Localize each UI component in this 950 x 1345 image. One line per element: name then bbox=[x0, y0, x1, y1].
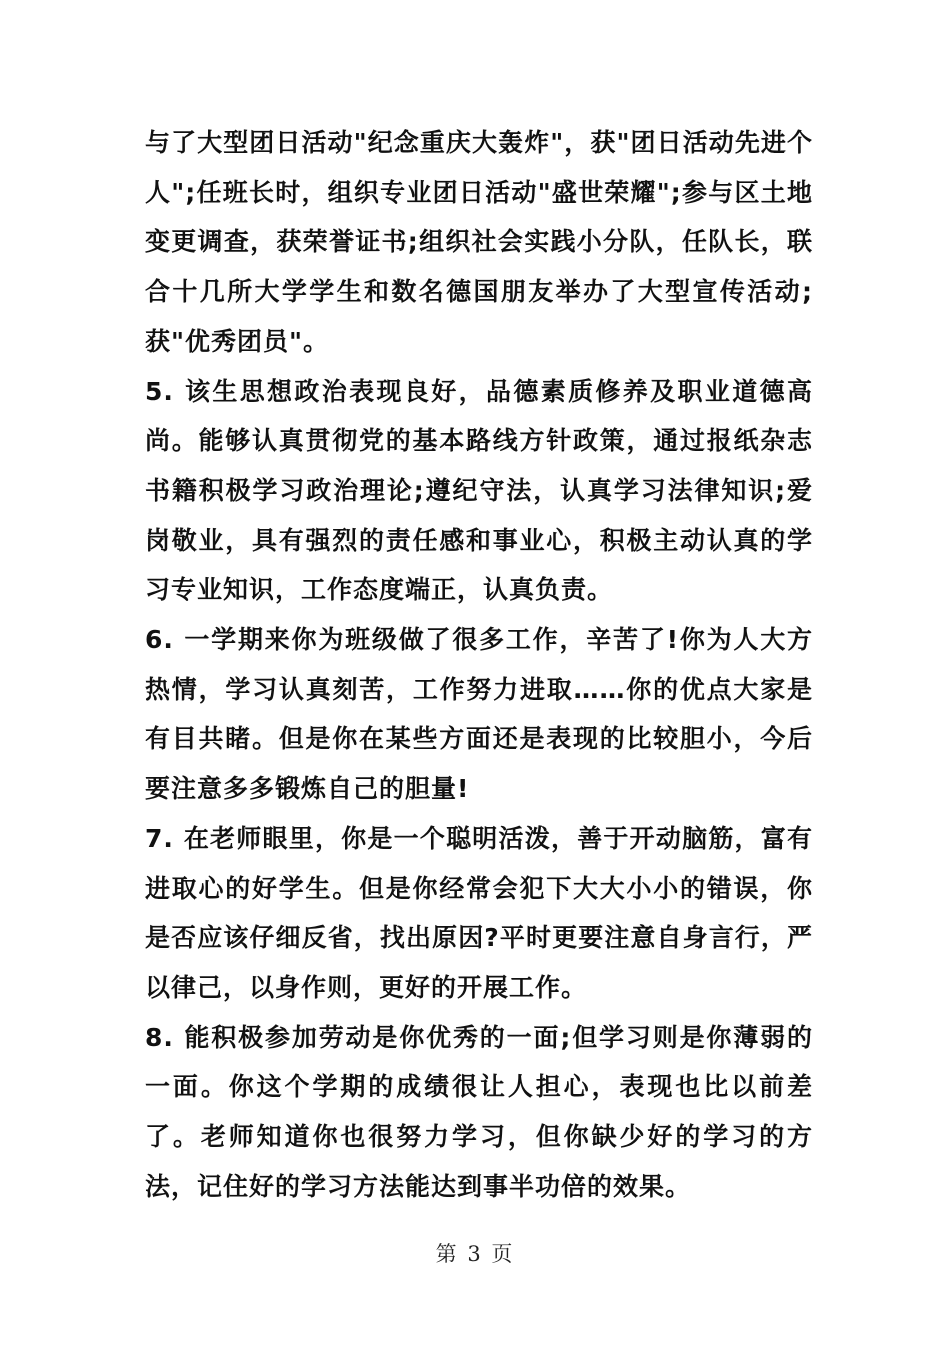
paragraph-continuation: 与了大型团日活动"纪念重庆大轰炸"，获"团日活动先进个人";任班长时，组织专业团日活动"盛世荣耀";参与区土地变更调查，获荣誉证书;组织社会实践小分队，任队长，联合十几所大学学生和数名德国朋友举办了大型宣传活动;获"优秀团员"。 bbox=[145, 128, 813, 356]
page-number-footer: 第 3 页 bbox=[435, 1242, 515, 1266]
document-body bbox=[145, 118, 813, 1211]
paragraph-item-5: 5. 该生思想政治表现良好，品德素质修养及职业道德高尚。能够认真贯彻党的基本路线方针政策，通过报纸杂志书籍积极学习政治理论;遵纪守法，认真学习法律知识;爱岗敬业，具有强烈的责任感和事业心，积极主动认真的学习专业知识，工作态度端正，认真负责。 bbox=[145, 376, 813, 605]
paragraph-item-7: 7. 在老师眼里，你是一个聪明活泼，善于开动脑筋，富有进取心的好学生。但是你经常会犯下大大小小的错误，你是否应该仔细反省，找出原因?平时更要注意自身言行，严以律己，以身作则，更好的开展工作。 bbox=[145, 823, 813, 1002]
paragraph-item-8: 8. 能积极参加劳动是你优秀的一面;但学习则是你薄弱的一面。你这个学期的成绩很让人担心，表现也比以前差了。老师知道你也很努力学习，但你缺少好的学习的方法，记住好的学习方法能达到事半功倍的效果。 bbox=[145, 1022, 813, 1201]
paragraph-item-6: 6. 一学期来你为班级做了很多工作，辛苦了!你为人大方热情，学习认真刻苦，工作努力进取……你的优点大家是有目共睹。但是你在某些方面还是表现的比较胆小，今后要注意多多锻炼自己的胆量! bbox=[145, 625, 813, 804]
